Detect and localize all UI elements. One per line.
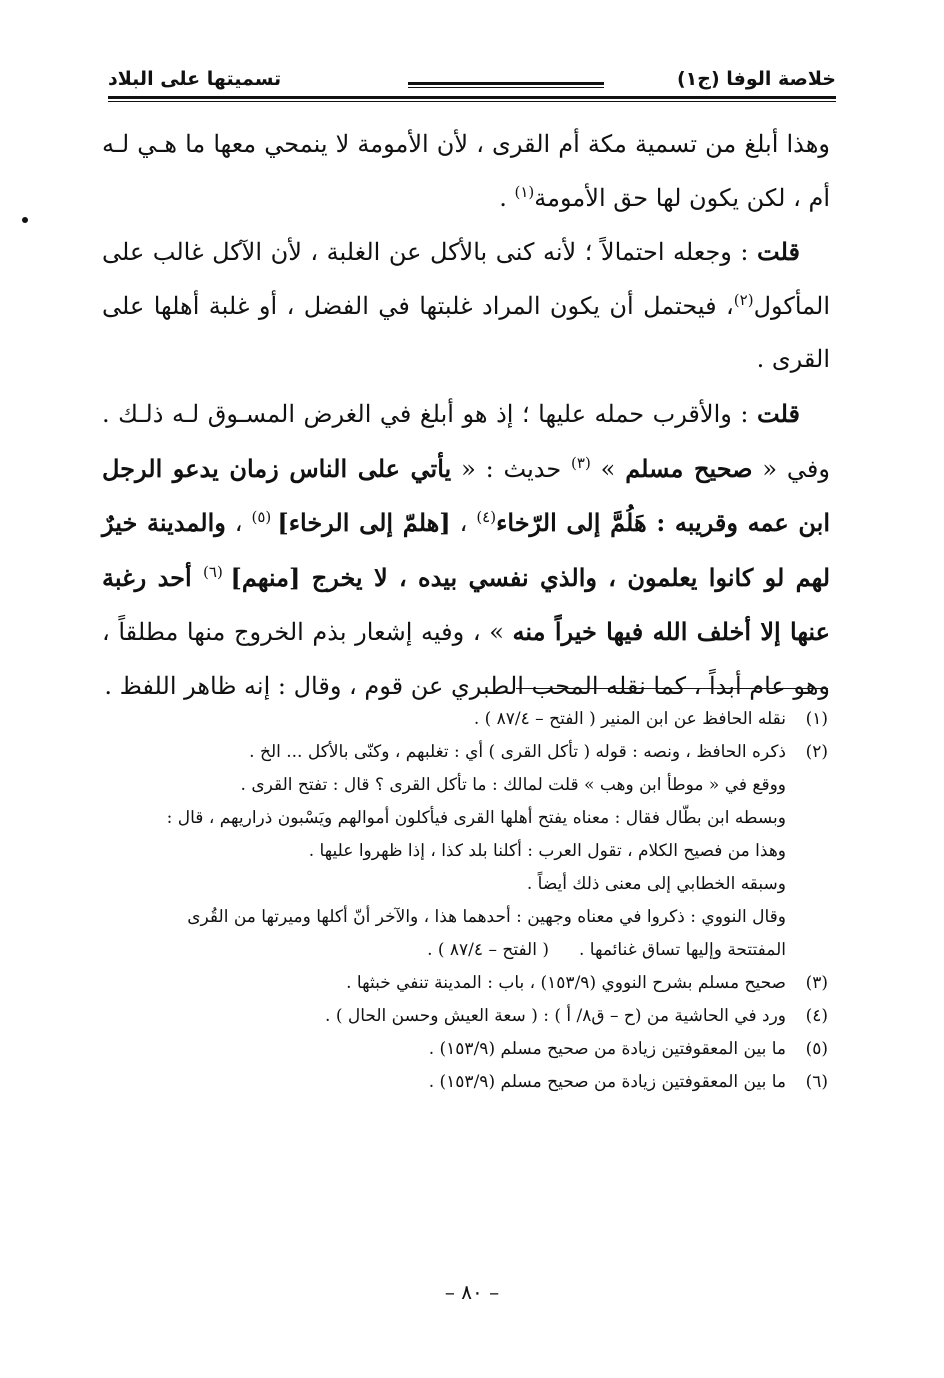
- footnote-ref-3: (٣): [571, 453, 591, 472]
- footnote-text: ما بين المعقوفتين زيادة من صحيح مسلم (١٥٣/٩) .: [428, 1072, 786, 1092]
- footnote-ref-2: (٢): [733, 290, 754, 309]
- source-name: صحيح مسلم: [625, 453, 753, 483]
- paragraph-3: [102, 387, 830, 714]
- footnote-2-line: [104, 934, 828, 967]
- header-divider-thin: [108, 101, 836, 102]
- p3-text-e: ،: [225, 509, 252, 538]
- footnote-text: ذكره الحافظ ، ونصه : قوله ( تأكل القرى ) أي : تغلبهم ، وكنّى بالأكل ... الخ .: [249, 742, 786, 762]
- running-header: [108, 66, 836, 106]
- footnote-number: (٣): [805, 973, 828, 993]
- footnote-2: [104, 736, 828, 769]
- p1-text: وهذا أبلغ من تسمية مكة أم القرى ، لأن الأمومة لا ينمحي معها ما هـي لـه أم ، لكن يكون لها حق الأمومة: [102, 130, 830, 212]
- footnote-2-line: ووقع في « موطأ ابن وهب » قلت لمالك : ما تأكل القرى ؟ قال : تفتح القرى .: [240, 775, 786, 795]
- p2-end: ، فيحتمل أن يكون المراد غلبتها في الفضل ، أو غلبة أهلها على القرى .: [102, 291, 830, 374]
- footnote-3: [104, 967, 828, 1000]
- footnote-ref-6: (٦): [203, 562, 231, 581]
- footnote-2-citation: ( الفتح – ٨٧/٤ ) .: [427, 940, 549, 960]
- footnote-text: ورد في الحاشية من (ح – ق٨/ أ ) : ( سعة العيش وحسن الحال ) .: [325, 1006, 786, 1026]
- p3-text-c: حديث : «: [451, 454, 572, 483]
- footnote-2-line: وهذا من فصيح الكلام ، تقول العرب : أكلنا بلد كذا ، إذا ظهروا عليها .: [308, 841, 786, 861]
- paragraph-2: [102, 225, 830, 387]
- qultu-label: قلت: [757, 237, 800, 267]
- header-rule: [408, 82, 604, 88]
- footnote-2-line: وبسطه ابن بطّال فقال : معناه يفتح أهلها القرى فيأكلون أموالهم ويَسْبون ذراريهم ، قال :: [166, 808, 786, 828]
- hadith-text-4: أحد رغبة عنها إلا أخلف الله فيها خيراً منه: [102, 562, 830, 647]
- footnote-ref-5: (٥): [251, 508, 278, 527]
- footnote-number: (٤): [805, 1006, 828, 1026]
- footnote-6: [104, 1066, 828, 1099]
- hadith-text-3: والمدينة خيرٌ لهم لو كانوا يعلمون ، والذي نفسي بيده ، لا يخرج [منهم]: [102, 508, 831, 592]
- hadith-text-1: يأتي على الناس زمان يدعو الرجل ابن عمه وقريبه : هَلُمَّ إلى الرّخاء: [102, 453, 831, 538]
- footnote-2-line: وسبقه الخطابي إلى معنى ذلك أيضاً .: [526, 874, 786, 894]
- footnote-2-line-text: المفتتحة وإليها تساق غنائمها .: [579, 940, 786, 960]
- header-title: خلاصة الوفا (ج١): [676, 68, 836, 90]
- paragraph-1: [102, 118, 830, 225]
- main-text: [102, 118, 830, 714]
- footnote-text: نقله الحافظ عن ابن المنير ( الفتح – ٨٧/٤ ) .: [473, 709, 786, 729]
- page-number: – ٨٠ –: [444, 1280, 500, 1304]
- footnote-5: [104, 1033, 828, 1066]
- footnotes: [104, 703, 828, 1099]
- footnote-ref-4: (٤): [476, 508, 497, 527]
- footnote-number: (٥): [805, 1039, 828, 1059]
- header-subtitle: تسميتها على البلاد: [108, 68, 282, 90]
- p1-end: .: [499, 183, 515, 212]
- footnote-number: (٢): [805, 742, 828, 762]
- p2-text: : وجعله احتمالاً ؛ لأنه كنى بالأكل عن الغلبة ، لأن الآكل غالب على المأكول: [102, 238, 830, 320]
- p3-text-b: »: [590, 454, 626, 483]
- footnote-number: (٦): [805, 1072, 828, 1092]
- margin-dot: [22, 217, 28, 223]
- footnote-2-line: وقال النووي : ذكروا في معناه وجهين : أحدهما هذا ، والآخر أنّ أكلها وميرتها من القُرى: [187, 907, 786, 927]
- footnote-text: ما بين المعقوفتين زيادة من صحيح مسلم (١٥٣/٩) .: [428, 1039, 786, 1059]
- footnote-number: (١): [805, 709, 828, 729]
- footnote-1: [104, 703, 828, 736]
- hadith-text-2: [هلمّ إلى الرخاء]: [277, 508, 451, 538]
- header-divider: [108, 96, 836, 99]
- footnote-ref-1: (١): [514, 182, 535, 201]
- footnote-separator: [516, 688, 828, 689]
- footnote-text: صحيح مسلم بشرح النووي (١٥٣/٩) ، باب : المدينة تنفي خبثها .: [346, 973, 786, 993]
- p3-text-a: : والأقرب حمله عليها ؛ إذ هو أبلغ في الغرض المسـوق لـه ذلـك . وفي «: [102, 399, 830, 483]
- footnote-4: [104, 1000, 828, 1033]
- qultu-label-2: قلت: [757, 398, 800, 428]
- p3-text-d: ،: [450, 509, 477, 538]
- p3-text-f: » ، وفيه إشعار بذم الخروج منها مطلقاً ، وهو عام أبداً ، كما نقله المحب الطبري عن قوم ، وقال : إنه ظاهر اللفظ .: [102, 618, 830, 700]
